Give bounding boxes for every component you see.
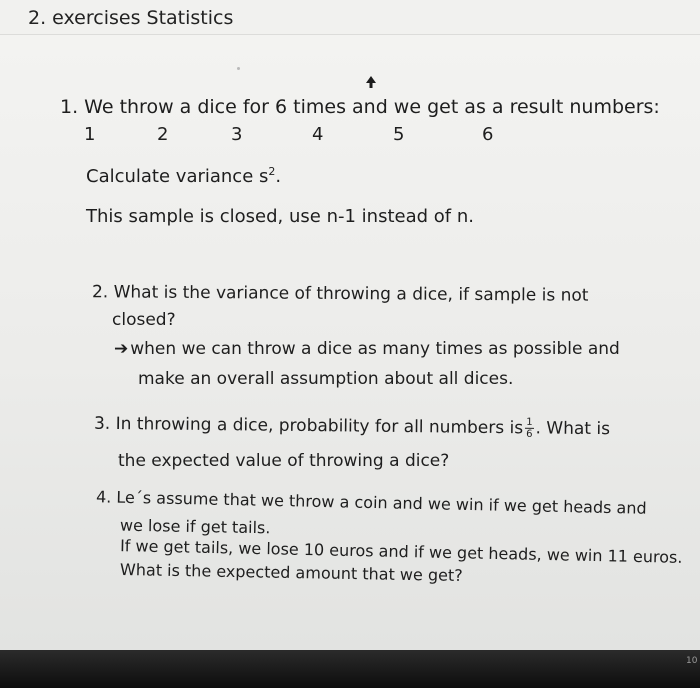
question-3-text (94, 412, 610, 440)
number-4: 4 (312, 124, 324, 145)
q3-pre-text: 3. In throwing a dice, probability for all numbers is (93, 413, 524, 439)
q3-post-text: . What is (535, 418, 611, 440)
question-1-note: This sample is closed, use n-1 instead of n. (86, 206, 474, 227)
question-2-text: 2. What is the variance of throwing a dice, if sample is not (91, 282, 589, 306)
arrow-right-icon: ➔ (114, 339, 129, 359)
question-1-calc (86, 165, 281, 187)
question-4-text-question: What is the expected amount that we get? (119, 560, 463, 585)
calc-exponent: 2 (268, 165, 276, 178)
number-1: 1 (84, 124, 96, 145)
fraction-one-sixth (525, 417, 534, 440)
hint-text: when we can throw a dice as many times as possible and (130, 339, 620, 359)
mouse-cursor-icon (364, 74, 378, 93)
question-4-text-cont: we lose if get tails. (119, 515, 271, 538)
question-2-text-cont: closed? (112, 310, 176, 330)
slide-title: 2. exercises Statistics (28, 7, 234, 29)
calc-text: Calculate variance s (86, 166, 269, 187)
question-1-text: 1. We throw a dice for 6 times and we get as a result numbers: (60, 96, 660, 118)
question-4-text: 4. Le´s assume that we throw a coin and we win if we get heads and (95, 487, 647, 518)
question-4-text-rules: If we get tails, we lose 10 euros and if we get heads, we win 11 euros. (119, 536, 683, 567)
number-6: 6 (482, 124, 494, 145)
question-3-text-cont: the expected value of throwing a dice? (118, 451, 450, 471)
calc-period: . (275, 166, 282, 187)
fraction-denominator: 6 (526, 428, 533, 440)
fraction-numerator: 1 (526, 416, 533, 428)
number-5: 5 (393, 124, 405, 145)
question-2-hint-cont: make an overall assumption about all dices. (138, 369, 514, 389)
number-2: 2 (157, 124, 169, 145)
monitor-bezel (0, 650, 700, 688)
question-2-hint (114, 339, 620, 359)
page-number: 10 (686, 656, 698, 666)
screen-speck (237, 67, 240, 70)
number-3: 3 (231, 124, 243, 145)
